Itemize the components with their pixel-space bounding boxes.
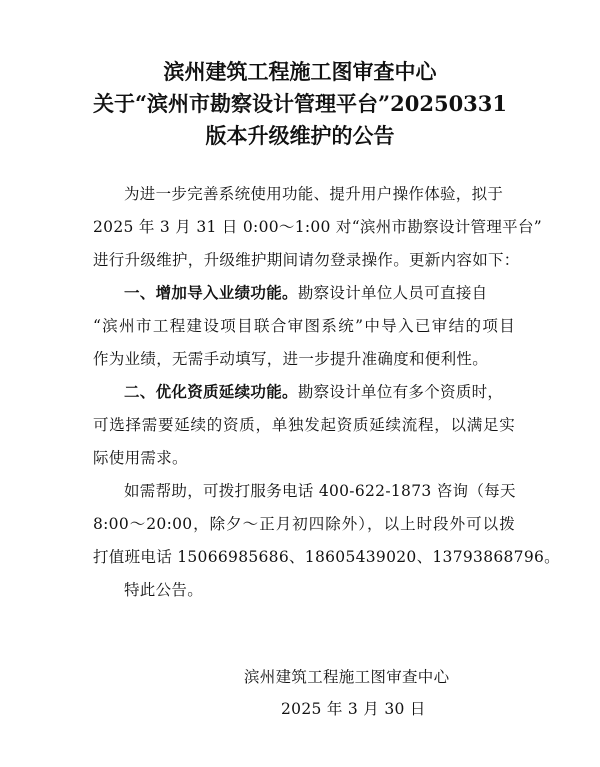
signature-date: 2025 年 3 月 30 日	[281, 700, 426, 718]
signature-org: 滨州建筑工程施工图审查中心	[244, 668, 450, 686]
item2-first-line	[124, 381, 515, 403]
closing-text: 特此公告。	[124, 581, 204, 599]
item1-text-1: 勘察设计单位人员可直接自	[297, 284, 488, 302]
item1-heading: 一、增加导入业绩功能。	[124, 283, 298, 302]
intro-line-1: 为进一步完善系统使用功能、提升用户操作体验，拟于	[124, 185, 504, 203]
intro-line-3: 进行升级维护，升级维护期间请勿登录操作。更新内容如下：	[93, 251, 520, 269]
item2-text-3: 际使用需求。	[93, 449, 188, 467]
title-line-2: 关于“滨州市勘察设计管理平台”20250331	[92, 91, 508, 116]
help-line-1: 如需帮助，可拨打服务电话 400-622-1873 咨询（每天	[124, 482, 516, 500]
item2-text-2: 可选择需要延续的资质，单独发起资质延续流程，以满足实	[93, 416, 515, 434]
title-line-1: 滨州建筑工程施工图审查中心	[163, 59, 437, 84]
intro-line-2: 2025 年 3 月 31 日 0:00～1:00 对“滨州市勘察设计管理平台”	[93, 218, 542, 236]
item2-heading: 二、优化资质延续功能。	[124, 382, 298, 401]
item1-text-3: 作为业绩，无需手动填写，进一步提升准确度和便利性。	[93, 350, 489, 368]
help-line-3: 打值班电话 15066985686、18605439020、13793868796。	[93, 548, 560, 566]
item1-first-line	[124, 282, 515, 304]
help-line-2: 8:00～20:00，除夕～正月初四除外），以上时段外可以拨	[93, 515, 515, 533]
item1-text-2: “滨州市工程建设项目联合审图系统”中导入已审结的项目	[93, 317, 515, 335]
item2-text-1: 勘察设计单位有多个资质时，	[297, 383, 504, 401]
title-line-3: 版本升级维护的公告	[205, 123, 395, 148]
